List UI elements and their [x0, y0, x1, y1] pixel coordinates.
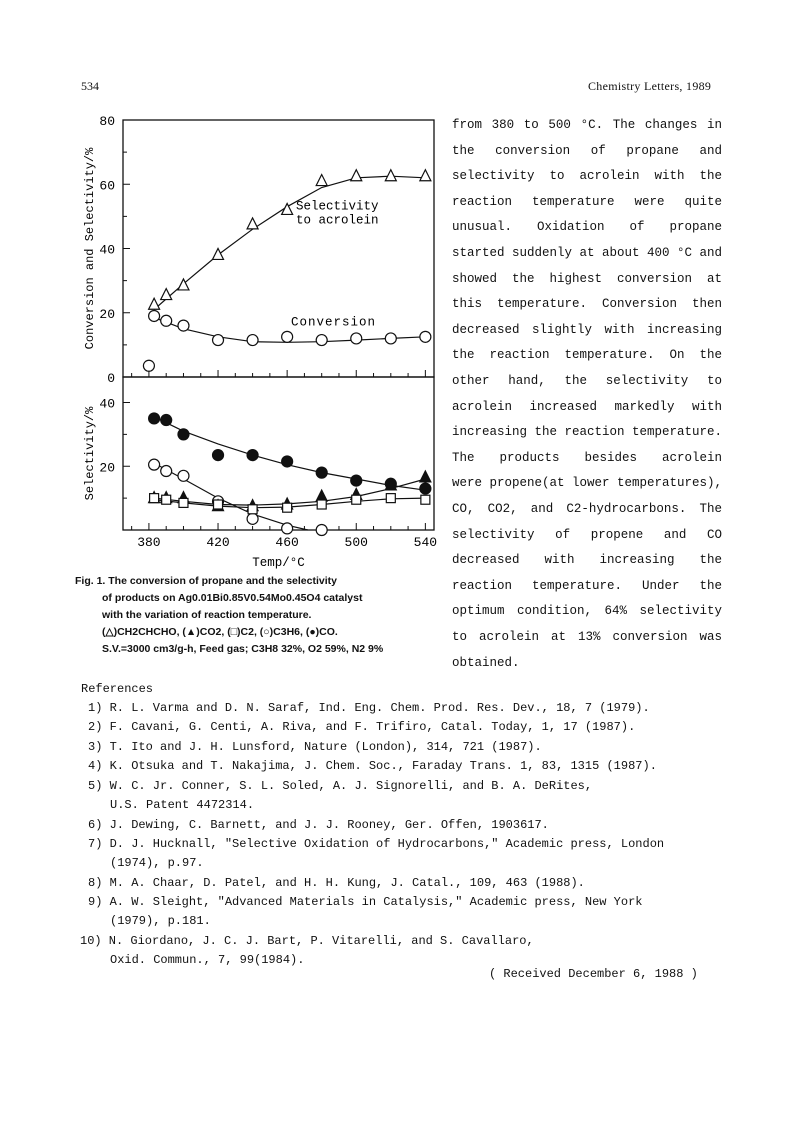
bottom-point-square-open — [317, 500, 326, 509]
top-y-tick-label: 0 — [107, 371, 115, 386]
body-line: started suddenly at about 400 °C and — [452, 246, 723, 260]
figure-caption — [75, 573, 445, 658]
bottom-point-circle-filled — [351, 475, 362, 486]
bottom-y-tick-label: 40 — [99, 396, 115, 412]
reference-item: 3) T. Ito and J. H. Lunsford, Nature (London), 314, 721 (1987). — [88, 740, 542, 754]
bottom-point-square-open — [283, 503, 292, 512]
body-line: showed the highest conversion at — [452, 272, 722, 286]
top-point-circle-open — [420, 331, 431, 342]
annotation-conversion: Conversion — [291, 315, 377, 330]
bottom-point-circle-filled — [178, 429, 189, 440]
top-point-triangle-open — [385, 170, 396, 181]
body-line: from 380 to 500 °C. The changes in — [452, 118, 722, 132]
x-axis-label: Temp/°C — [252, 556, 305, 570]
body-line: other hand, the selectivity to — [452, 374, 722, 388]
bottom-point-triangle-filled — [420, 471, 431, 482]
x-tick-label: 460 — [275, 535, 299, 550]
top-point-circle-open — [282, 331, 293, 342]
top-y-tick-label: 40 — [99, 242, 115, 258]
caption-line: S.V.=3000 cm3/g-h, Feed gas; C3H8 32%, O2 59%, N2 9% — [102, 643, 384, 655]
bottom-point-square-open — [150, 494, 159, 503]
reference-item: 6) J. Dewing, C. Barnett, and J. J. Rooney, Ger. Offen, 1903617. — [88, 818, 549, 832]
x-tick-label: 500 — [344, 535, 368, 550]
x-tick-label: 380 — [137, 535, 161, 550]
body-line: the conversion of propane and — [452, 144, 722, 158]
curve-co — [154, 417, 425, 490]
body-line: acrolein increased markedly with — [452, 400, 722, 414]
body-line: unusual. Oxidation of propane — [452, 220, 722, 234]
bottom-point-square-open — [162, 495, 171, 504]
top-point-circle-open — [385, 333, 396, 344]
top-y-axis-label: Conversion and Selectivity/% — [83, 147, 97, 350]
bottom-point-square-open — [179, 498, 188, 507]
body-line: to acrolein at 13% conversion was — [452, 630, 722, 644]
top-point-triangle-open — [213, 248, 224, 259]
reference-item: 2) F. Cavani, G. Centi, A. Riva, and F. Trifiro, Catal. Today, 1, 17 (1987). — [88, 720, 636, 734]
top-point-triangle-open — [351, 170, 362, 181]
bottom-point-circle-open — [149, 459, 160, 470]
bottom-point-circle-filled — [316, 467, 327, 478]
top-point-circle-open — [143, 360, 154, 371]
curve-acrolein — [154, 176, 425, 309]
bottom-point-circle-open — [316, 525, 327, 536]
reference-item: 4) K. Otsuka and T. Nakajima, J. Chem. Soc., Faraday Trans. 1, 83, 1315 (1987). — [88, 759, 657, 773]
caption-line: of products on Ag0.01Bi0.85V0.54Mo0.45O4 catalyst — [102, 592, 363, 604]
bottom-point-square-open — [386, 494, 395, 503]
bottom-point-circle-open — [247, 513, 258, 524]
body-line: reaction temperature. Under the — [452, 579, 722, 593]
bottom-point-circle-filled — [282, 456, 293, 467]
top-point-circle-open — [316, 335, 327, 346]
bottom-point-circle-filled — [420, 483, 431, 494]
reference-item: 9) A. W. Sleight, "Advanced Materials in Catalysis," Academic press, New York — [88, 895, 643, 909]
body-line: selectivity to acrolein with the — [452, 169, 722, 183]
curve-co2 — [154, 479, 425, 505]
caption-line: (△)CH2CHCHO, (▲)CO2, (□)C2, (○)C3H6, (●)CO. — [102, 626, 338, 638]
top-y-tick-label: 60 — [99, 178, 115, 194]
reference-item-continued: (1979), p.181. — [110, 914, 211, 928]
bottom-point-square-open — [421, 495, 430, 504]
annotation-selectivity: Selectivity — [296, 199, 379, 214]
body-line: increasing the reaction temperature. — [452, 425, 723, 439]
bottom-point-circle-filled — [213, 450, 224, 461]
page-number: 534 — [81, 79, 99, 93]
bottom-point-square-open — [214, 500, 223, 509]
reference-item-continued: Oxid. Commun., 7, 99(1984). — [110, 953, 305, 967]
body-line: The products besides acrolein — [452, 451, 722, 465]
top-y-tick-label: 80 — [99, 114, 115, 129]
reference-item: 7) D. J. Hucknall, "Selective Oxidation of Hydrocarbons," Academic press, London — [88, 837, 665, 851]
figure-plot-area — [83, 114, 437, 570]
top-point-triangle-open — [420, 170, 431, 181]
top-point-circle-open — [149, 310, 160, 321]
received-date: ( Received December 6, 1988 ) — [489, 967, 698, 981]
bottom-point-circle-open — [178, 470, 189, 481]
x-tick-label: 420 — [206, 535, 230, 550]
bottom-point-triangle-filled — [316, 490, 327, 501]
top-point-triangle-open — [247, 218, 258, 229]
top-point-circle-open — [178, 320, 189, 331]
body-line: were propene(at lower temperatures), — [452, 476, 723, 490]
body-line: decreased with increasing the — [452, 553, 722, 567]
reference-item-continued: U.S. Patent 4472314. — [110, 798, 255, 812]
curve-propene — [154, 463, 308, 530]
bottom-y-tick-label: 20 — [99, 460, 115, 476]
bottom-point-square-open — [352, 495, 361, 504]
bottom-point-circle-filled — [161, 415, 172, 426]
top-point-triangle-open — [161, 289, 172, 300]
top-point-triangle-open — [316, 175, 327, 186]
body-line: this temperature. Conversion then — [452, 297, 722, 311]
top-point-circle-open — [161, 315, 172, 326]
bottom-point-circle-filled — [247, 450, 258, 461]
body-line: CO, CO2, and C2-hydrocarbons. The — [452, 502, 722, 516]
top-point-circle-open — [213, 335, 224, 346]
caption-line: Fig. 1. The conversion of propane and the selectivity — [75, 575, 337, 587]
top-point-circle-open — [351, 333, 362, 344]
bottom-point-circle-open — [282, 523, 293, 534]
reference-item: 10) N. Giordano, J. C. J. Bart, P. Vitarelli, and S. Cavallaro, — [80, 934, 534, 948]
running-header: Chemistry Letters, 1989 — [588, 79, 712, 93]
caption-line: with the variation of reaction temperature. — [102, 609, 312, 621]
body-line: obtained. — [452, 656, 520, 670]
references-heading: References — [81, 682, 154, 696]
reference-item: 5) W. C. Jr. Conner, S. L. Soled, A. J. Signorelli, and B. A. DeRites, — [88, 779, 593, 793]
annotation-to-acrolein: to acrolein — [296, 213, 379, 228]
body-line: decreased slightly with increasing — [452, 323, 722, 337]
top-point-triangle-open — [149, 298, 160, 309]
body-line: optimum condition, 64% selectivity — [452, 604, 722, 618]
bottom-point-square-open — [248, 505, 257, 514]
body-line: the reaction temperature. On the — [452, 348, 722, 362]
reference-item: 8) M. A. Chaar, D. Patel, and H. H. Kung, J. Catal., 109, 463 (1988). — [88, 876, 585, 890]
top-y-tick-label: 20 — [99, 306, 115, 322]
body-line: selectivity of propene and CO — [452, 528, 722, 542]
bottom-point-circle-filled — [149, 413, 160, 424]
x-tick-label: 540 — [413, 535, 438, 550]
bottom-point-circle-open — [161, 466, 172, 477]
bottom-y-axis-label: Selectivity/% — [83, 406, 97, 501]
figure-1 — [70, 112, 450, 577]
reference-item: 1) R. L. Varma and D. N. Saraf, Ind. Eng. Chem. Prod. Res. Dev., 18, 7 (1979). — [88, 701, 650, 715]
reference-item-continued: (1974), p.97. — [110, 856, 204, 870]
top-point-circle-open — [247, 335, 258, 346]
body-line: reaction temperature were quite — [452, 195, 722, 209]
